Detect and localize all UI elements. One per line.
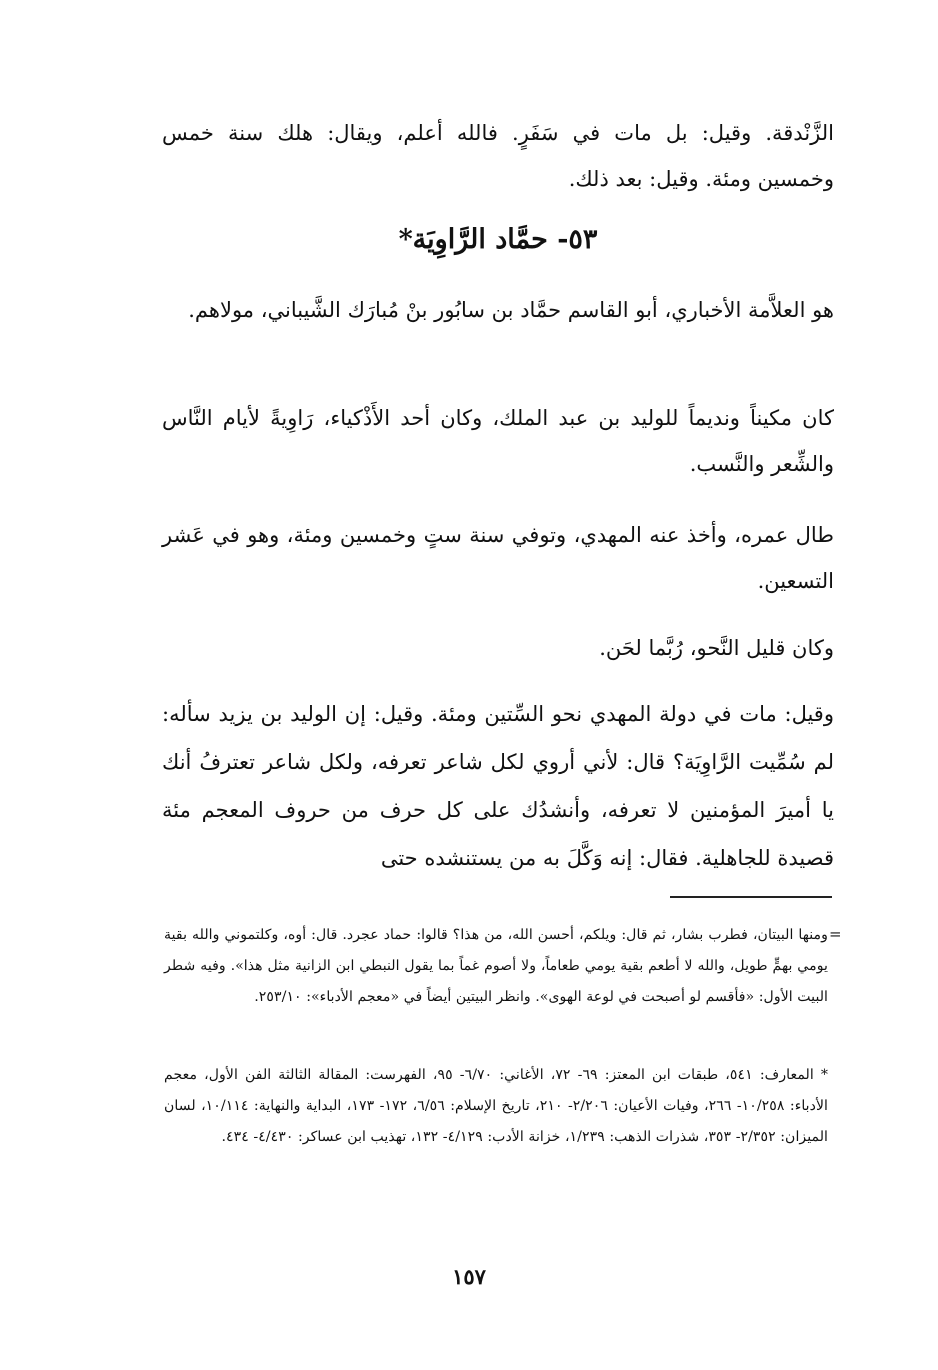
continuation-paragraph bbox=[162, 110, 834, 202]
paragraph-text: كان مكيناً ونديماً للوليد بن عبد الملك، وكان أحد الأَذْكياء، رَاوِيةً لأيام النَّاس والشِّعر والنَّسب. bbox=[162, 406, 834, 476]
biography-title: ٥٣- حمَّاد الرَّاوِيَة* bbox=[398, 224, 598, 255]
body-paragraph bbox=[162, 512, 834, 604]
paragraph-text: هو العلاَّمة الأخباري، أبو القاسم حمَّاد بن سابُور بنْ مُبارَك الشَّيباني، مولاهم. bbox=[188, 298, 834, 322]
body-paragraph bbox=[162, 287, 834, 333]
page-number: ١٥٧ bbox=[452, 1264, 486, 1289]
footnote: * المعارف: ٥٤١، طبقات ابن المعتز: ٦٩- ٧٢، الأغاني: ٦/٧٠- ٩٥، الفهرست: المقالة الثالثة الفن الأول، معجم الأدباء: ١٠/٢٥٨- ٢٦٦، وفيات الأعيان: ٢/٢٠٦- ٢١٠، تاريخ الإسلام: ٦/٥٦، ١٧٢- ١٧٣، البداية والنهاية: ١٠/١١٤، لسان الميزان: ٢/٣٥٢- ٣٥٣، شذرات الذهب: ١/٢٣٩، خزانة الأدب: ٤/١٢٩- ١٣٢، تهذيب ابن عساكر: ٤/٤٣٠- ٤٣٤. bbox=[164, 1067, 828, 1145]
paragraph-text: وقيل: مات في دولة المهدي نحو السِّتين ومئة. وقيل: إن الوليد بن يزيد سأله: لم سُمِّيت الرَّاوِيَة؟ قال: لأني أروي لكل شاعر تعرفه، ولكل شاعر تعترفُ أنك يا أميرَ المؤمنين لا تعرفه، وأنشدُك على كل حرف من حروف المعجم مئة قصيدة للجاهلية. فقال: إنه وَكَّلَ به من يستنشده حتى bbox=[162, 702, 834, 870]
paragraph-text: وكان قليل النَّحو، رُبَّما لحَن. bbox=[599, 636, 834, 660]
body-paragraph bbox=[162, 395, 834, 487]
body-paragraph bbox=[162, 625, 834, 671]
footnote-continuation-mark: = bbox=[829, 925, 842, 943]
footnote: ومنها البيتان، فطرب بشار، ثم قال: ويلكم، أحسن الله، من هذا؟ قالوا: حماد عجرد. قال: أوه، وكلتموني والله بقية يومي بهمٍّ طويل، والله لا أطعم بقية يومي طعاماً، ولا أصوم غماً بما يقول النبطي ابن الزانية مثل هذا». وفيه شطر البيت الأول: «فأقسم لو أصبحت في لوعة الهوى». وانظر البيتين أيضاً في «معجم الأدباء»: ٢٥٣/١٠. bbox=[164, 927, 828, 1005]
footnote-separator bbox=[670, 896, 832, 898]
body-paragraph bbox=[162, 690, 834, 882]
continuation-text: الزَّنْدقة. وقيل: بل مات في سَفَرٍ. فالله أعلم، ويقال: هلك سنة خمس وخمسين ومئة. وقيل: بعد ذلك. bbox=[162, 121, 834, 191]
paragraph-text: طال عمره، وأخذ عنه المهدي، وتوفي سنة ستٍ وخمسين ومئة، وهو في عَشر التسعين. bbox=[162, 523, 834, 593]
